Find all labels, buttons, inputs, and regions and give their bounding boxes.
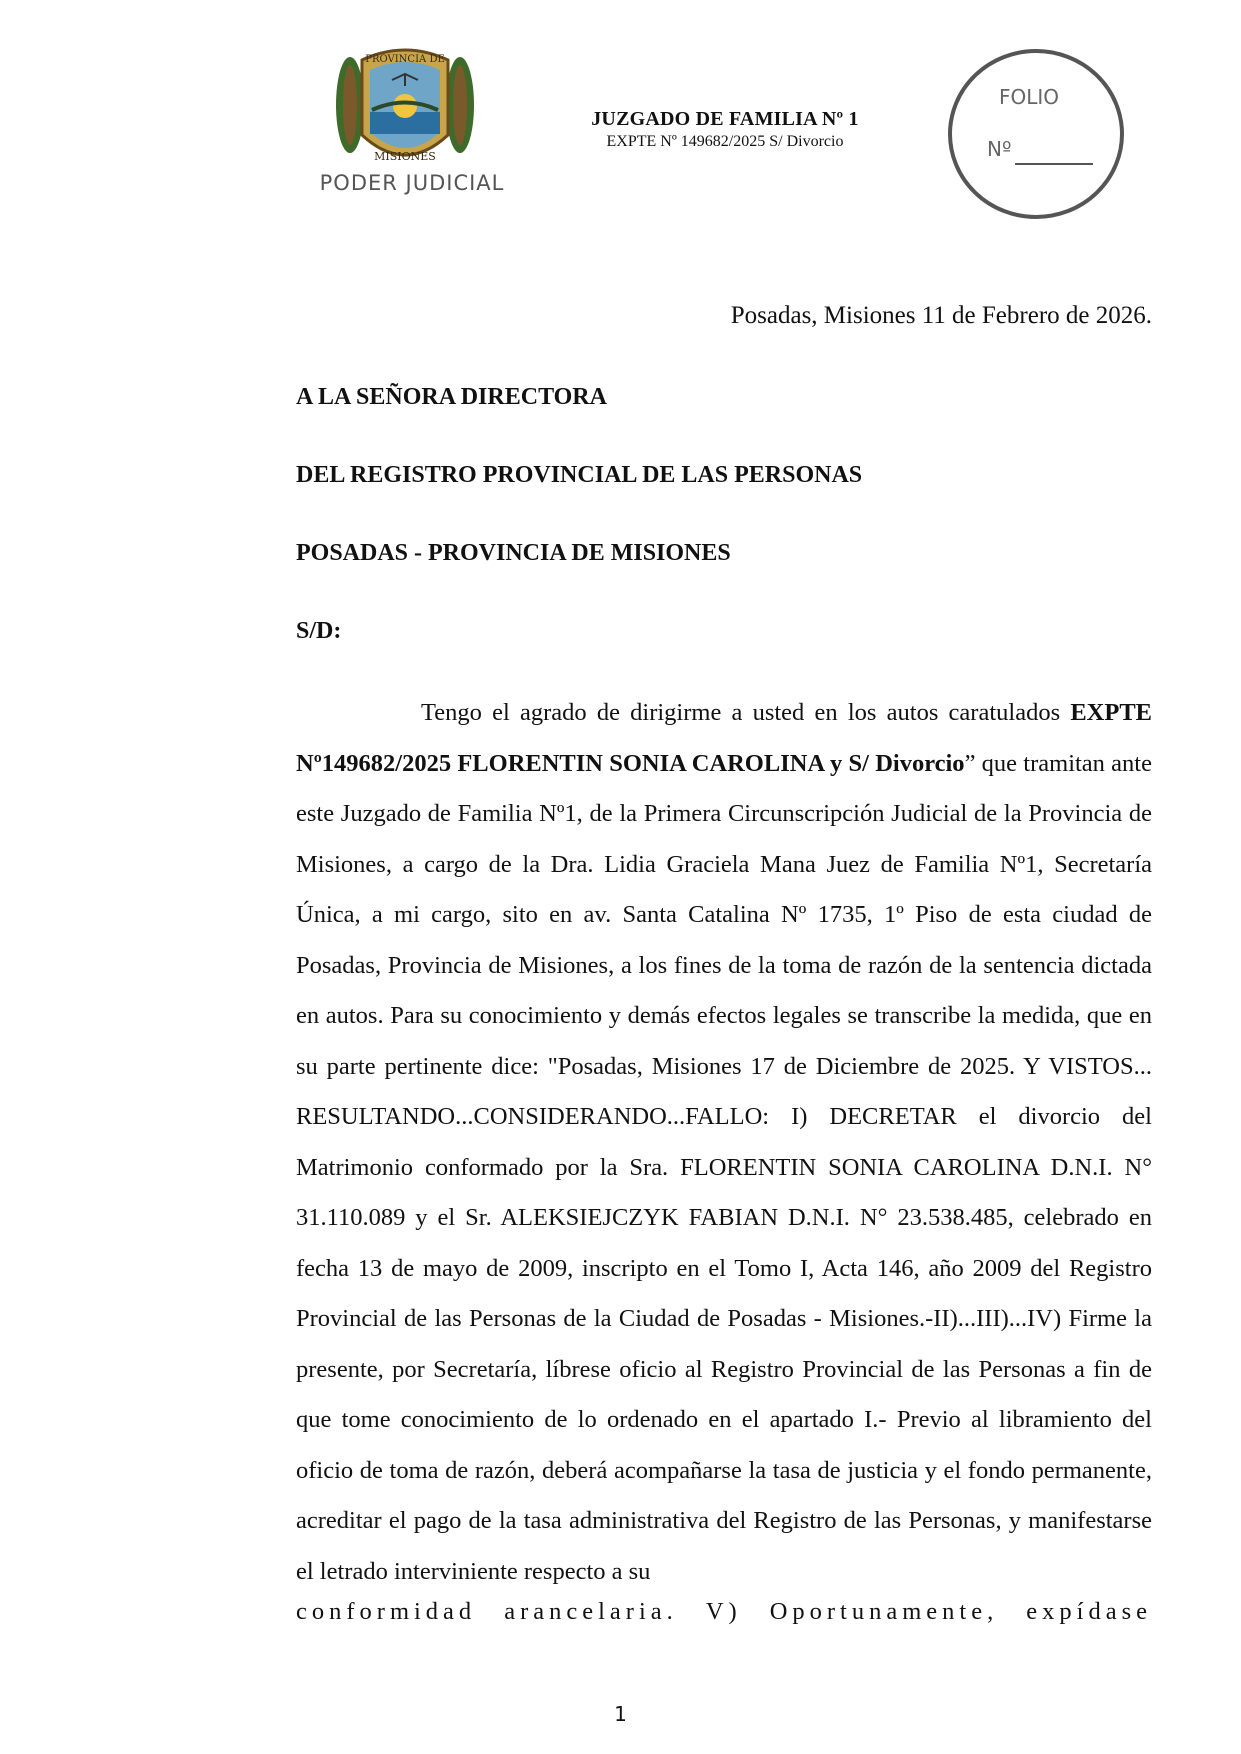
poder-judicial-logo: [320, 40, 505, 215]
case-number: EXPTE Nº 149682/2025 S/ Divorcio: [606, 133, 844, 150]
body-last-line: [296, 1598, 1152, 1626]
case-title: EXPTE Nº149682/2025 FLORENTIN SONIA CAROLINA y S/ Divorcio: [296, 699, 1152, 777]
last-line-word: expídase: [1026, 1598, 1152, 1625]
svg-text:MISIONES: MISIONES: [374, 150, 436, 163]
page-number: 1: [614, 1702, 627, 1726]
salutation: S/D:: [296, 618, 342, 644]
addressee-line-1: A LA SEÑORA DIRECTORA: [296, 384, 607, 410]
body-intro: Tengo el agrado de dirigirme a usted en los autos caratulados: [421, 699, 1071, 726]
document-header: [540, 108, 910, 151]
addressee-line-3: POSADAS - PROVINCIA DE MISIONES: [296, 540, 731, 566]
svg-text:PROVINCIA DE: PROVINCIA DE: [365, 54, 445, 65]
last-line-word: conformidad: [296, 1598, 477, 1625]
court-name: JUZGADO DE FAMILIA Nº 1: [591, 108, 859, 130]
addressee-line-2: DEL REGISTRO PROVINCIAL DE LAS PERSONAS: [296, 462, 863, 488]
document-date: Posadas, Misiones 11 de Febrero de 2026.: [730, 302, 1152, 329]
logo-caption: PODER JUDICIAL: [320, 171, 505, 195]
folio-stamp: [945, 47, 1127, 221]
body-main: ” que tramitan ante este Juzgado de Familia Nº1, de la Primera Circunscripción Judicial de la Provincia de Misiones, a cargo de la Dra. Lidia Graciela Mana Juez de Familia Nº1, Secretaría Única, a mi cargo, sito en av. Santa Catalina Nº 1735, 1º Piso de esta ciudad de Posadas, Provincia de Misiones, a los fines de la toma de razón de la sentencia dictada en autos. Para su conocimiento y demás efectos legales se transcribe la medida, que en su parte pertinente dice: "Posadas, Misiones 17 de Diciembre de 2025. Y VISTOS... RESULTANDO...CONSIDERANDO...FALLO: I) DECRETAR el divorcio del Matrimonio conformado por la Sra. FLORENTIN SONIA CAROLINA D.N.I. N° 31.110.089 y el Sr. ALEKSIEJCZYK FABIAN D.N.I. N° 23.538.485, celebrado en fecha 13 de mayo de 2009, inscripto en el Tomo I, Acta 146, año 2009 del Registro Provincial de las Personas de la Ciudad de Posadas - Misiones.-II)...III)...IV) Firme la presente, por Secretaría, líbrese oficio al Registro Provincial de las Personas a fin de que tome conocimiento de lo ordenado en el apartado I.- Previo al libramiento del oficio de toma de razón, deberá acompañarse la tasa de justicia y el fondo permanente, acreditar el pago de la tasa administrativa del Registro de las Personas, y manifestarse el letrado interviniente respecto a su: [296, 749, 1152, 1585]
letter-body: [296, 688, 1152, 1597]
folio-number-label: Nº: [987, 137, 1012, 161]
last-line-word: Oportunamente,: [769, 1598, 999, 1625]
last-line-word: arancelaria.: [504, 1598, 678, 1625]
folio-label: FOLIO: [998, 85, 1060, 109]
last-line-word: V): [705, 1598, 742, 1625]
